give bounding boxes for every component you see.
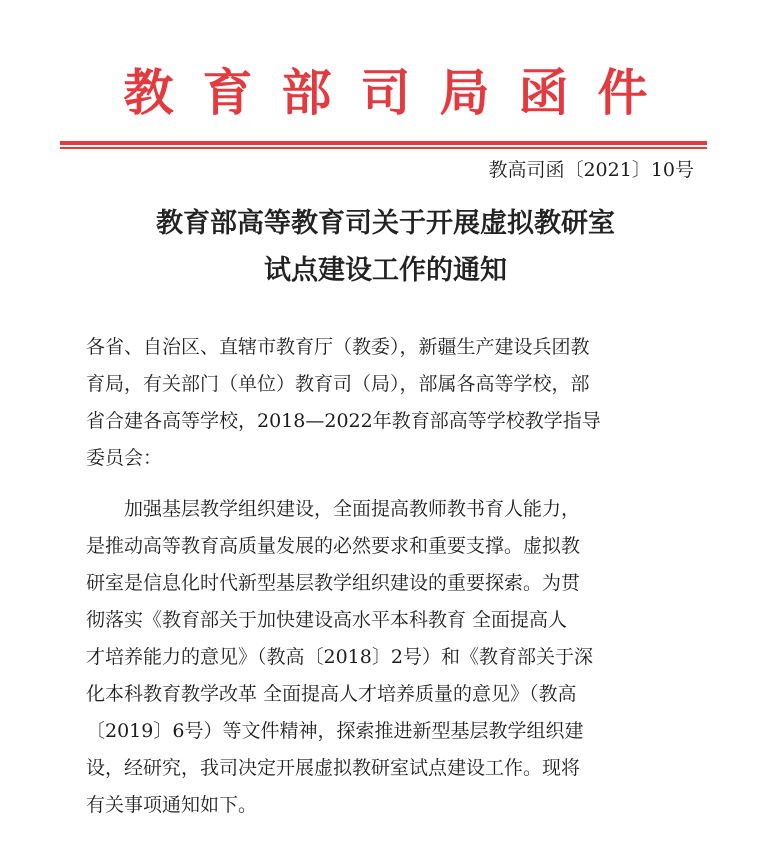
salutation-line: 育局，有关部门（单位）教育司（局），部属各高等学校，部	[86, 373, 590, 395]
salutation-line: 各省、自治区、直辖市教育厅（教委），新疆生产建设兵团教	[86, 336, 590, 358]
salutation	[86, 329, 696, 477]
body-line: 是推动高等教育高质量发展的必然要求和重要支撑。虚拟教	[86, 535, 581, 557]
body-line: 彻落实《教育部关于加快建设高水平本科教育 全面提高人	[86, 609, 568, 631]
document-title-line: 教育部高等教育司关于开展虚拟教研室	[156, 208, 615, 239]
document-title-line: 试点建设工作的通知	[264, 255, 507, 286]
body-line: 才培养能力的意见》（教高〔2018〕2号）和《教育部关于深	[86, 646, 593, 668]
body-line: 研室是信息化时代新型基层教学组织建设的重要探索。为贯	[86, 572, 581, 594]
body-line: 〔2019〕6号）等文件精神，探索推进新型基层教学组织建	[86, 720, 584, 742]
document-title	[0, 200, 771, 294]
salutation-line: 省合建各高等学校，2018—2022年教育部高等学校教学指导	[86, 410, 601, 432]
salutation-line: 委员会：	[86, 447, 163, 469]
document-number: 教高司函〔2021〕10号	[488, 159, 694, 181]
body-paragraph	[86, 491, 696, 824]
letterhead-rule-thin	[60, 147, 707, 149]
body-line: 加强基层教学组织建设，全面提高教师教书育人能力，	[86, 498, 581, 520]
body-line: 有关事项通知如下。	[86, 794, 258, 816]
body-line: 设，经研究，我司决定开展虚拟教研室试点建设工作。现将	[86, 757, 581, 779]
letterhead-title: 教育部司局函件	[123, 64, 677, 122]
body-line: 化本科教育教学改革 全面提高人才培养质量的意见》（教高	[86, 683, 577, 705]
letterhead-rule-thick	[60, 141, 707, 145]
